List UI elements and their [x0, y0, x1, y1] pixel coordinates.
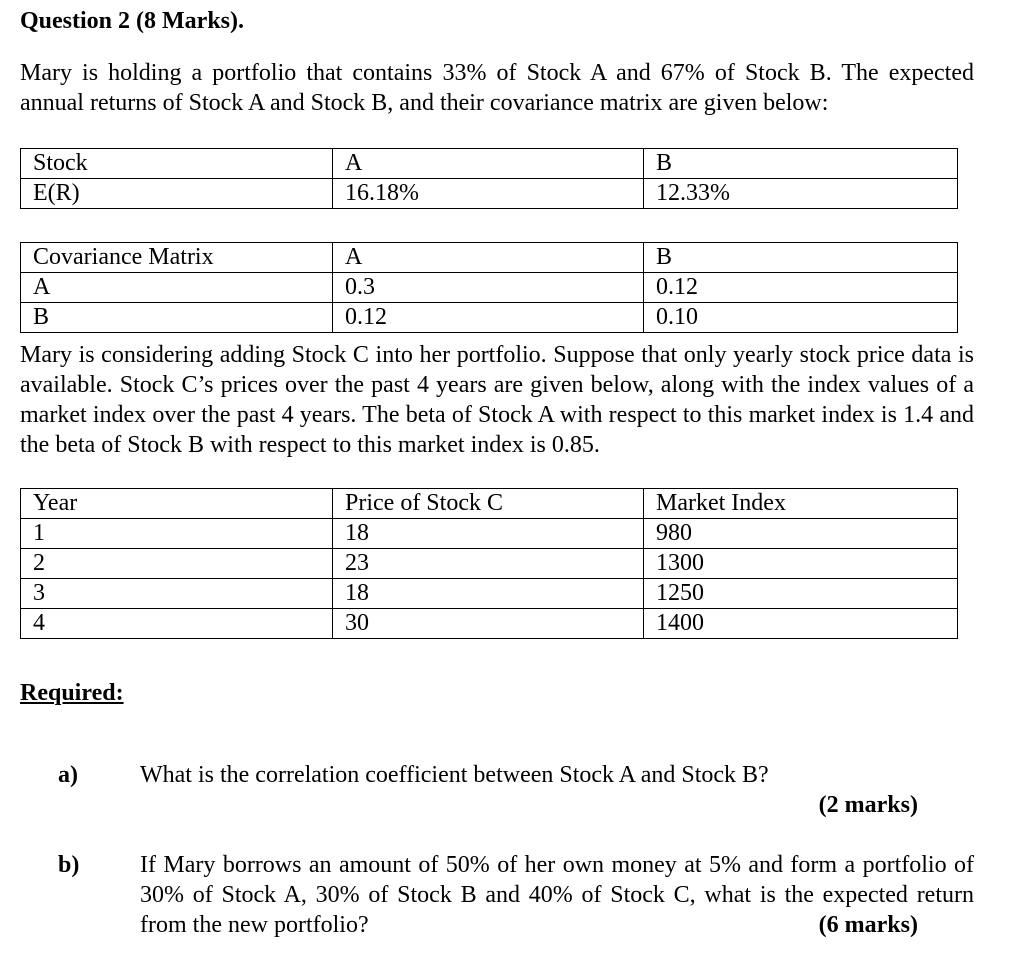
table-row: [21, 609, 958, 639]
table-cell: A: [21, 273, 333, 303]
stock-c-paragraph: Mary is considering adding Stock C into her portfolio. Suppose that only yearly stock price data is available. Stock C’s prices over the past 4 years are given below, along with the index values of a market index over the past 4 years. The beta of Stock A with respect to this market index is 1.4 and the beta of Stock B with respect to this market index is 0.85.: [20, 342, 974, 458]
table-cell: 1: [21, 519, 333, 549]
table-cell: 0.12: [333, 303, 644, 333]
table-cell: 4: [21, 609, 333, 639]
table-cell: 16.18%: [333, 179, 644, 209]
table-header-row: [21, 149, 958, 179]
table-row: [21, 179, 958, 209]
question-b-text: If Mary borrows an amount of 50% of her own money at 5% and form a portfolio of 30% of Stock A, 30% of Stock B and 40% of Stock C, what is the expected return from the new portfolio?: [140, 852, 974, 938]
header-cell: Price of Stock C: [333, 489, 644, 519]
table-row: [21, 273, 958, 303]
table-cell: 1400: [644, 609, 958, 639]
table-cell: 12.33%: [644, 179, 958, 209]
table-cell: 23: [333, 549, 644, 579]
table-cell: 2: [21, 549, 333, 579]
table-header-row: [21, 243, 958, 273]
table-cell: 18: [333, 579, 644, 609]
table-header-row: [21, 489, 958, 519]
required-heading: Required:: [20, 680, 124, 706]
table-cell: 0.10: [644, 303, 958, 333]
table-cell: 1250: [644, 579, 958, 609]
table-row: [21, 303, 958, 333]
table-row: [21, 519, 958, 549]
table-cell: 30: [333, 609, 644, 639]
question-a-marks: (2 marks): [818, 792, 918, 818]
question-a-label: a): [58, 762, 78, 788]
table-row: [21, 549, 958, 579]
intro-paragraph: Mary is holding a portfolio that contains 33% of Stock A and 67% of Stock B. The expected annual returns of Stock A and Stock B, and their covariance matrix are given below:: [20, 60, 974, 116]
table-cell: 18: [333, 519, 644, 549]
question-b-label: b): [58, 852, 80, 878]
header-cell: A: [333, 243, 644, 273]
table-cell: 980: [644, 519, 958, 549]
question-b-marks: (6 marks): [818, 912, 918, 938]
stock-c-price-table: [20, 488, 958, 639]
header-cell: Stock: [21, 149, 333, 179]
question-title: Question 2 (8 Marks).: [20, 8, 244, 34]
table-cell: 3: [21, 579, 333, 609]
expected-returns-table: [20, 148, 958, 209]
header-cell: Market Index: [644, 489, 958, 519]
header-cell: B: [644, 243, 958, 273]
question-a-text: What is the correlation coefficient between Stock A and Stock B?: [140, 762, 769, 788]
table-cell: 1300: [644, 549, 958, 579]
covariance-matrix-table: [20, 242, 958, 333]
table-cell: B: [21, 303, 333, 333]
header-cell: Year: [21, 489, 333, 519]
table-cell: 0.12: [644, 273, 958, 303]
header-cell: Covariance Matrix: [21, 243, 333, 273]
table-cell: E(R): [21, 179, 333, 209]
table-cell: 0.3: [333, 273, 644, 303]
header-cell: B: [644, 149, 958, 179]
header-cell: A: [333, 149, 644, 179]
table-row: [21, 579, 958, 609]
